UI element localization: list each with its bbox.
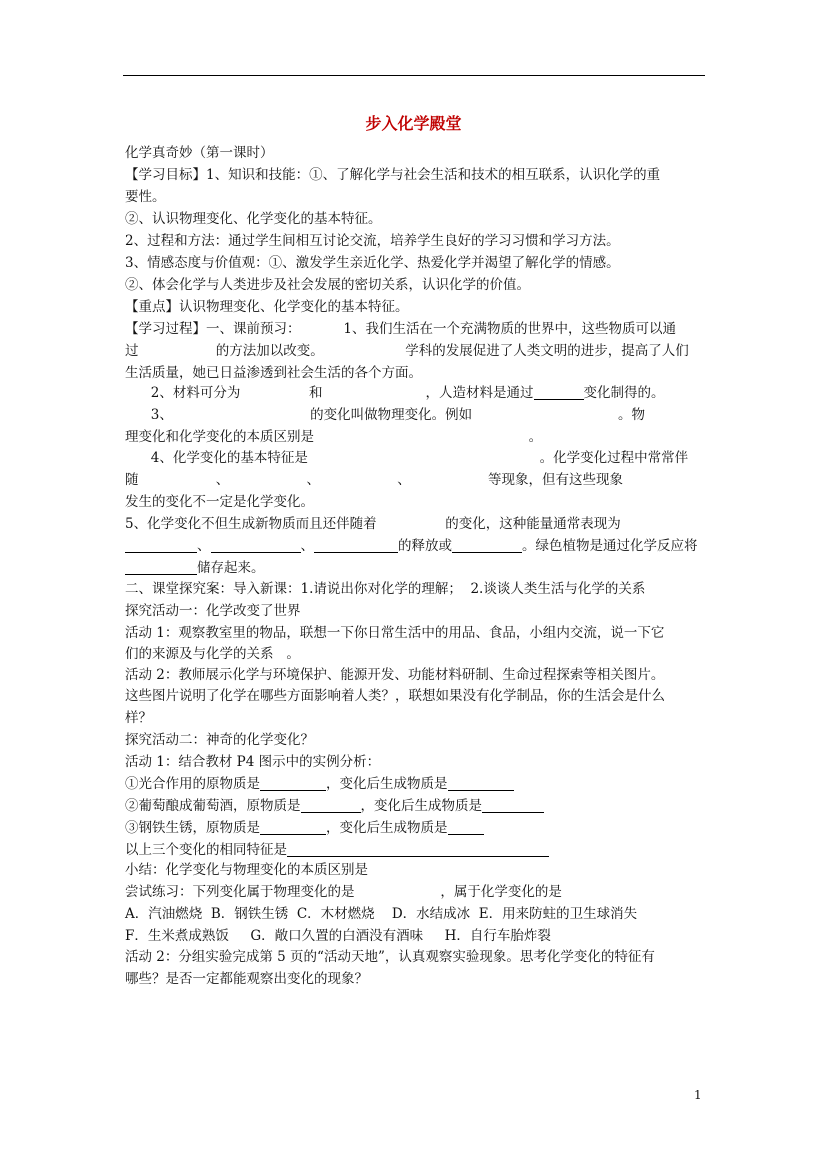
text-line: 二、课堂探究案：导入新课：1.请说出你对化学的理解； 2.谈谈人类生活与化学的关系 <box>125 581 646 597</box>
text-line: 5、化学变化不但生成新物质而且还伴随着 的变化，这种能量通常表现为 <box>125 516 621 532</box>
text-line: 【学习目标】1、知识和技能：①、了解化学与社会生活和技术的相互联系，认识化学的重 <box>125 167 661 183</box>
text-line: 活动 2：分组实验完成第 5 页的“活动天地”，认真观察实验现象。思考化学变化的特征有 <box>125 949 655 965</box>
text-line: 4、化学变化的基本特征是 。化学变化过程中常常伴 <box>125 450 689 466</box>
text-line: 过 的方法加以改变。 学科的发展促进了人类文明的进步，提高了人们 <box>125 343 689 359</box>
text-line: 活动 1：观察教室里的物品，联想一下你日常生活中的用品、食品，小组内交流，说一下它 <box>125 625 665 641</box>
text-line: 以上三个变化的相同特征是 <box>125 841 549 859</box>
text-line: 要性。 <box>125 189 166 205</box>
text-line: 【学习过程】一、课前预习： 1、我们生活在一个充满物质的世界中，这些物质可以通 <box>125 321 677 337</box>
text-line: ②、认识物理变化、化学变化的基本特征。 <box>125 211 382 227</box>
text-line: ①光合作用的原物质是 ，变化后生成物质是 <box>125 775 514 793</box>
page-number: 1 <box>694 1088 702 1102</box>
text-line: A．汽油燃烧 B．钢铁生锈 C．木材燃烧 D．水结成冰 E．用来防蛀的卫生球消失 <box>125 906 638 922</box>
text-line: 尝试练习：下列变化属于物理变化的是 ，属于化学变化的是 <box>125 884 562 900</box>
text-line: 理变化和化学变化的本质区别是 。 <box>125 429 543 445</box>
text-line: ②葡萄酿成葡萄酒，原物质是 ，变化后生成物质是 <box>125 797 544 815</box>
text-line: 探究活动一：化学改变了世界 <box>125 603 301 619</box>
text-line: 发生的变化不一定是化学变化。 <box>125 494 314 510</box>
text-line: 哪些？是否一定都能观察出变化的现象？ <box>125 971 368 987</box>
text-line: 2、过程和方法：通过学生间相互讨论交流，培养学生良好的学习习惯和学习方法。 <box>125 233 620 249</box>
text-line: 这些图片说明了化学在哪些方面影响着人类？，联想如果没有化学制品，你的生活会是什么 <box>125 688 665 704</box>
text-line: 【重点】认识物理变化、化学变化的基本特征。 <box>125 299 409 315</box>
header-rule <box>123 75 705 76</box>
text-line: 、 、 的释放或 。绿色植物是通过化学反应将 <box>125 537 698 555</box>
text-line: 小结：化学变化与物理变化的本质区别是 <box>125 862 368 878</box>
text-line: 活动 2：教师展示化学与环境保护、能源开发、功能材料研制、生命过程探索等相关图片。 <box>125 667 665 683</box>
text-line: 们的来源及与化学的关系 。 <box>125 646 300 662</box>
text-line: 储存起来。 <box>125 559 265 577</box>
text-line: 随 、 、 、 等现象，但有这些现象 <box>125 472 623 488</box>
text-line: 生活质量，她已日益渗透到社会生活的各个方面。 <box>125 365 422 381</box>
text-line: 活动 1：结合教材 P4 图示中的实例分析： <box>125 754 381 770</box>
text-line: F．生米煮成熟饭 G．敞口久置的白酒没有酒味 H．自行车胎炸裂 <box>125 928 551 944</box>
page-title: 步入化学殿堂 <box>365 114 462 133</box>
text-line: 探究活动二：神奇的化学变化？ <box>125 732 314 748</box>
text-line: 3、 的变化叫做物理变化。例如 。物 <box>125 407 646 423</box>
text-line: 样？ <box>125 710 152 726</box>
text-line: ③钢铁生锈，原物质是 ，变化后生成物质是 <box>125 819 484 837</box>
text-line: 化学真奇妙（第一课时） <box>125 145 274 161</box>
text-line: 2、材料可分为 和 ，人造材料是通过 变化制得的。 <box>125 385 665 401</box>
text-line: 3、情感态度与价值观：①、激发学生亲近化学、热爱化学并渴望了解化学的情感。 <box>125 255 620 271</box>
text-line: ②、体会化学与人类进步及社会发展的密切关系，认识化学的价值。 <box>125 277 530 293</box>
